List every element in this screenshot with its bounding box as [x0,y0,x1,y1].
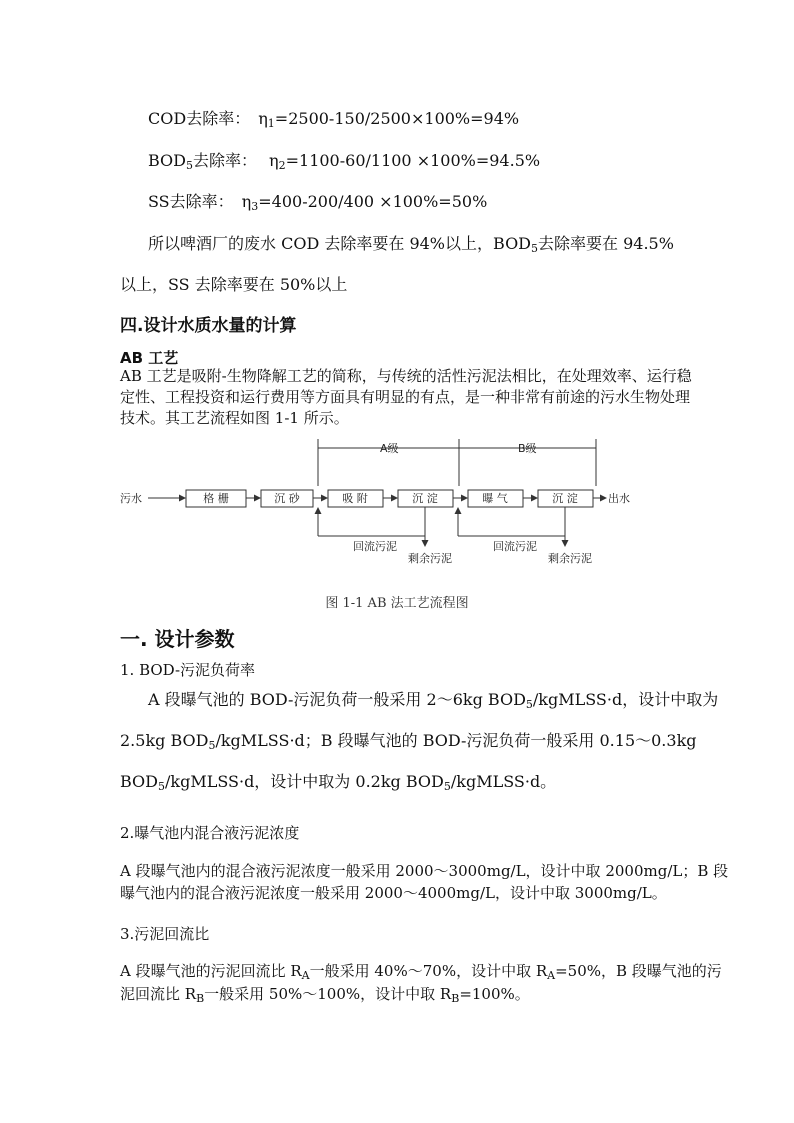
conclusion-line-2: 以上，SS 去除率要在 50%以上 [120,275,348,294]
bod-load-line-2: 2.5kg $BOD_5/kgMLSS\cdot d$；B 段曝气池的 BOD-污泥负荷一般采用 0.15～0.3kg [120,731,697,752]
figure-caption: 图 1-1 AB 法工艺流程图 [325,596,469,611]
bod-load-line-3: $BOD_5/kgMLSS\cdot d$，设计中取为 0.2kg $BOD_5/kgMLSS\cdot d$。 [120,772,557,793]
inlet-label: 污水 [120,492,142,505]
ab-process-flow-diagram [118,436,630,578]
excess-sludge-b-label: 剩余污泥 [548,552,592,565]
bod-load-line-1: A 段曝气池的 BOD-污泥负荷一般采用 2～6kg $BOD_5/kgMLSS\cdot d$，设计中取为 [148,690,719,711]
return-sludge-b-label: 回流污泥 [493,540,537,553]
mlss-heading: 2.曝气池内混合液污泥浓度 [120,824,300,842]
box-label-grit: 沉 砂 [274,492,300,505]
mlss-line-2: 曝气池内的混合液污泥浓度一般采用 2000～4000mg/L，设计中取 3000mg/L。 [120,884,667,902]
box-label-aeration: 曝 气 [482,492,508,505]
box-label-screen: 格 栅 [203,492,229,505]
stage-a-label: A级 [380,442,399,455]
cod-removal-line: COD去除率： $\eta_1=2500-150/2500\times 100\%=94\%$ [148,109,520,130]
box-label-settle-b: 沉 淀 [552,492,578,505]
section-1-title: 一. 设计参数 [120,627,235,651]
section-4-title: 四.设计水质水量的计算 [120,316,297,336]
outlet-label: 出水 [608,492,630,505]
return-sludge-a-label: 回流污泥 [353,540,397,553]
return-ratio-heading: 3.污泥回流比 [120,925,210,943]
ab-heading: AB 工艺 [120,349,179,367]
return-ratio-line-2: 泥回流比 $R_B$一般采用 50%～100%，设计中取 $R_B=100\%$。 [120,985,530,1005]
bod-load-heading: 1. BOD-污泥负荷率 [120,661,256,679]
conclusion-line-1: 所以啤酒厂的废水 COD 去除率要在 94%以上，$BOD_5$去除率要在 94.5% [148,234,674,255]
ab-paragraph-line-1: AB 工艺是吸附-生物降解工艺的简称，与传统的活性污泥法相比，在处理效率、运行稳 [120,367,692,385]
mlss-line-1: A 段曝气池内的混合液污泥浓度一般采用 2000～3000mg/L，设计中取 2000mg/L；B 段 [120,862,729,880]
ss-removal-line: SS去除率： $\eta_3=400-200/400 \times 100\%=50\%$ [148,192,488,213]
ab-paragraph-line-3: 技术。其工艺流程如图 1-1 所示。 [120,409,349,427]
return-ratio-line-1: A 段曝气池的污泥回流比 $R_A$一般采用 40%～70%，设计中取 $R_A=50\%$，B 段曝气池的污 [120,962,722,982]
stage-b-label: B级 [518,442,537,455]
ab-paragraph-line-2: 定性、工程投资和运行费用等方面具有明显的有点，是一种非常有前途的污水生物处理 [120,388,691,406]
excess-sludge-a-label: 剩余污泥 [408,552,452,565]
box-label-settle-a: 沉 淀 [412,492,438,505]
box-label-adsorption: 吸 附 [342,492,368,505]
bod-removal-line: $BOD_5$去除率： $\eta_2=1100-60/1100 \times 100\%=94.5\%$ [148,151,541,172]
